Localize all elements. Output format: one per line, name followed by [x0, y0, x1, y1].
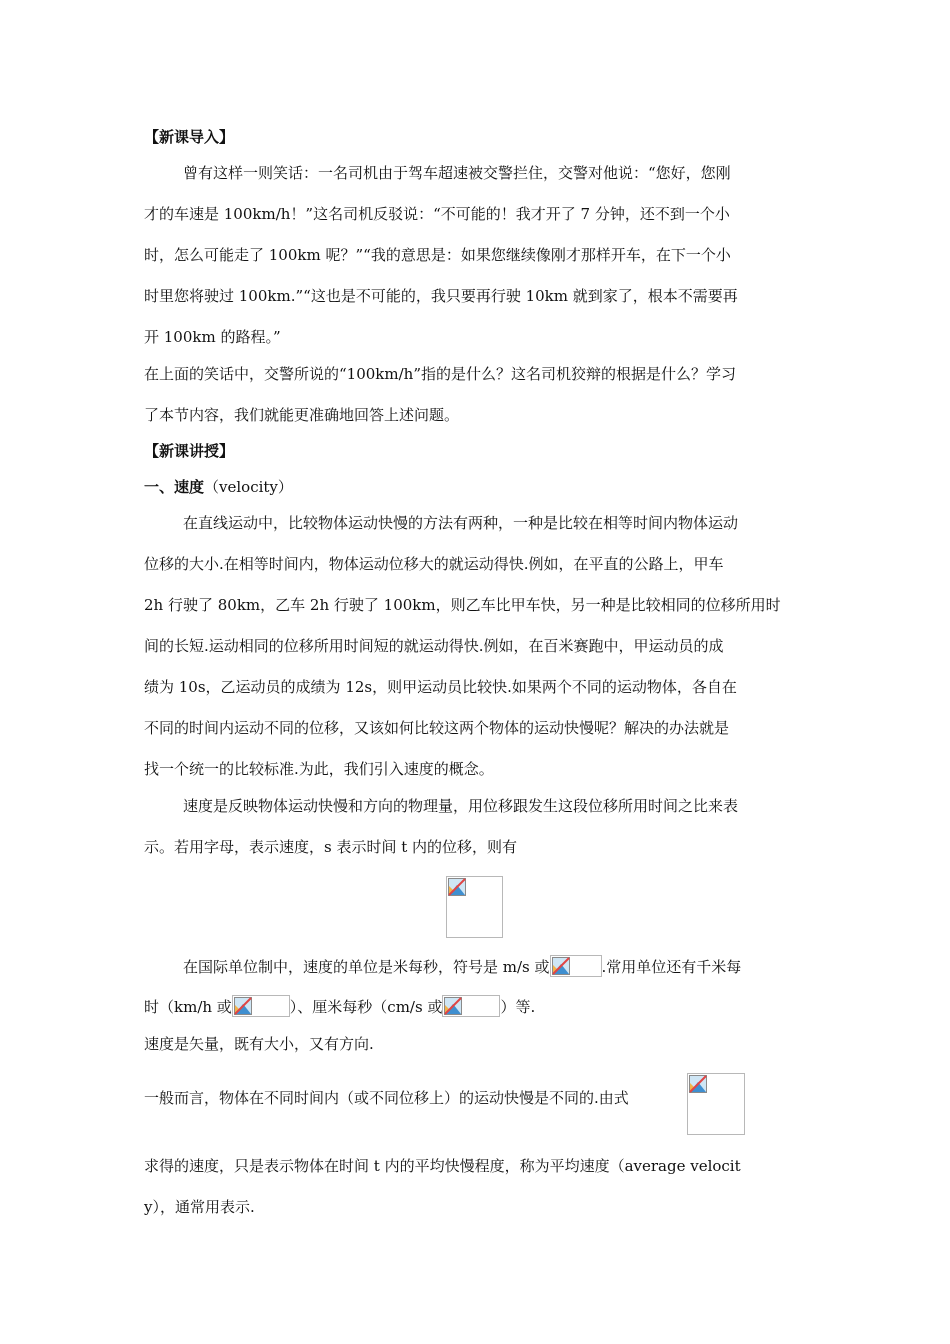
compare-line-2: 位移的大小.在相等时间内，物体运动位移大的就运动得快.例如，在平直的公路上，甲车 [144, 555, 724, 573]
definition-line-2: 示。若用字母，表示速度，s 表示时间 t 内的位移，则有 [144, 838, 518, 856]
intro-line-4: 时里您将驶过 100km.”“这也是不可能的，我只要再行驶 10km 就到家了，根本不需要再 [144, 287, 738, 305]
broken-image-icon [444, 997, 462, 1015]
units-text-a: 在国际单位制中，速度的单位是米每秒，符号是 m/s 或 [183, 958, 550, 976]
formula-image [446, 876, 503, 938]
unit-image-kmh [232, 995, 290, 1017]
broken-image-icon [689, 1075, 707, 1093]
intro-line-5: 开 100km 的路程。” [144, 328, 281, 346]
definition-line-1: 速度是反映物体运动快慢和方向的物理量，用位移跟发生这段位移所用时间之比来表 [183, 797, 739, 815]
compare-line-7: 找一个统一的比较标准.为此，我们引入速度的概念。 [144, 760, 494, 778]
broken-image-icon [448, 878, 466, 896]
intro-line-1: 曾有这样一则笑话：一名司机由于驾车超速被交警拦住，交警对他说：“您好，您刚 [183, 164, 731, 182]
broken-image-icon [234, 997, 252, 1015]
speed-heading [144, 477, 293, 497]
average-formula-image [687, 1073, 745, 1135]
intro-heading: 【新课导入】 [144, 128, 235, 146]
general-line-1: 一般而言，物体在不同时间内（或不同位移上）的运动快慢是不同的.由式 [144, 1089, 629, 1107]
compare-line-4: 间的长短.运动相同的位移所用时间短的就运动得快.例如，在百米赛跑中，甲运动员的成 [144, 637, 724, 655]
compare-line-1: 在直线运动中，比较物体运动快慢的方法有两种，一种是比较在相等时间内物体运动 [183, 514, 739, 532]
broken-image-icon [552, 957, 570, 975]
speed-heading-main: 一、速度 [144, 478, 205, 496]
units-text-e: ）等. [500, 998, 536, 1016]
units-text-b: .常用单位还有千米每 [601, 958, 742, 976]
general-line-2: 求得的速度，只是表示物体在时间 t 内的平均快慢程度，称为平均速度（average velocit [144, 1157, 741, 1175]
unit-image-cms [442, 995, 500, 1017]
speed-heading-en: （velocity） [204, 478, 293, 496]
units-line-2 [144, 997, 535, 1019]
units-text-c: 时（km/h 或 [144, 998, 232, 1016]
question-line-1: 在上面的笑话中，交警所说的“100km/h”指的是什么？这名司机狡辩的根据是什么？学习 [144, 365, 736, 383]
lecture-heading: 【新课讲授】 [144, 442, 235, 460]
intro-line-2: 才的车速是 100km/h！”这名司机反驳说：“不可能的！我才开了 7 分钟，还不到一个小 [144, 205, 730, 223]
general-line-3: y），通常用表示. [144, 1198, 255, 1216]
vector-line: 速度是矢量，既有大小，又有方向. [144, 1035, 374, 1053]
compare-line-3: 2h 行驶了 80km，乙车 2h 行驶了 100km，则乙车比甲车快，另一种是比较相同的位移所用时 [144, 596, 781, 614]
compare-line-6: 不同的时间内运动不同的位移，又该如何比较这两个物体的运动快慢呢？解决的办法就是 [144, 719, 730, 737]
units-line-1 [183, 957, 741, 979]
unit-image-ms [550, 955, 602, 977]
intro-line-3: 时，怎么可能走了 100km 呢？”“我的意思是：如果您继续像刚才那样开车，在下一个小 [144, 246, 731, 264]
question-line-2: 了本节内容，我们就能更准确地回答上述问题。 [144, 406, 460, 424]
compare-line-5: 绩为 10s，乙运动员的成绩为 12s，则甲运动员比较快.如果两个不同的运动物体，各自在 [144, 678, 737, 696]
units-text-d: ）、厘米每秒（cm/s 或 [289, 998, 443, 1016]
